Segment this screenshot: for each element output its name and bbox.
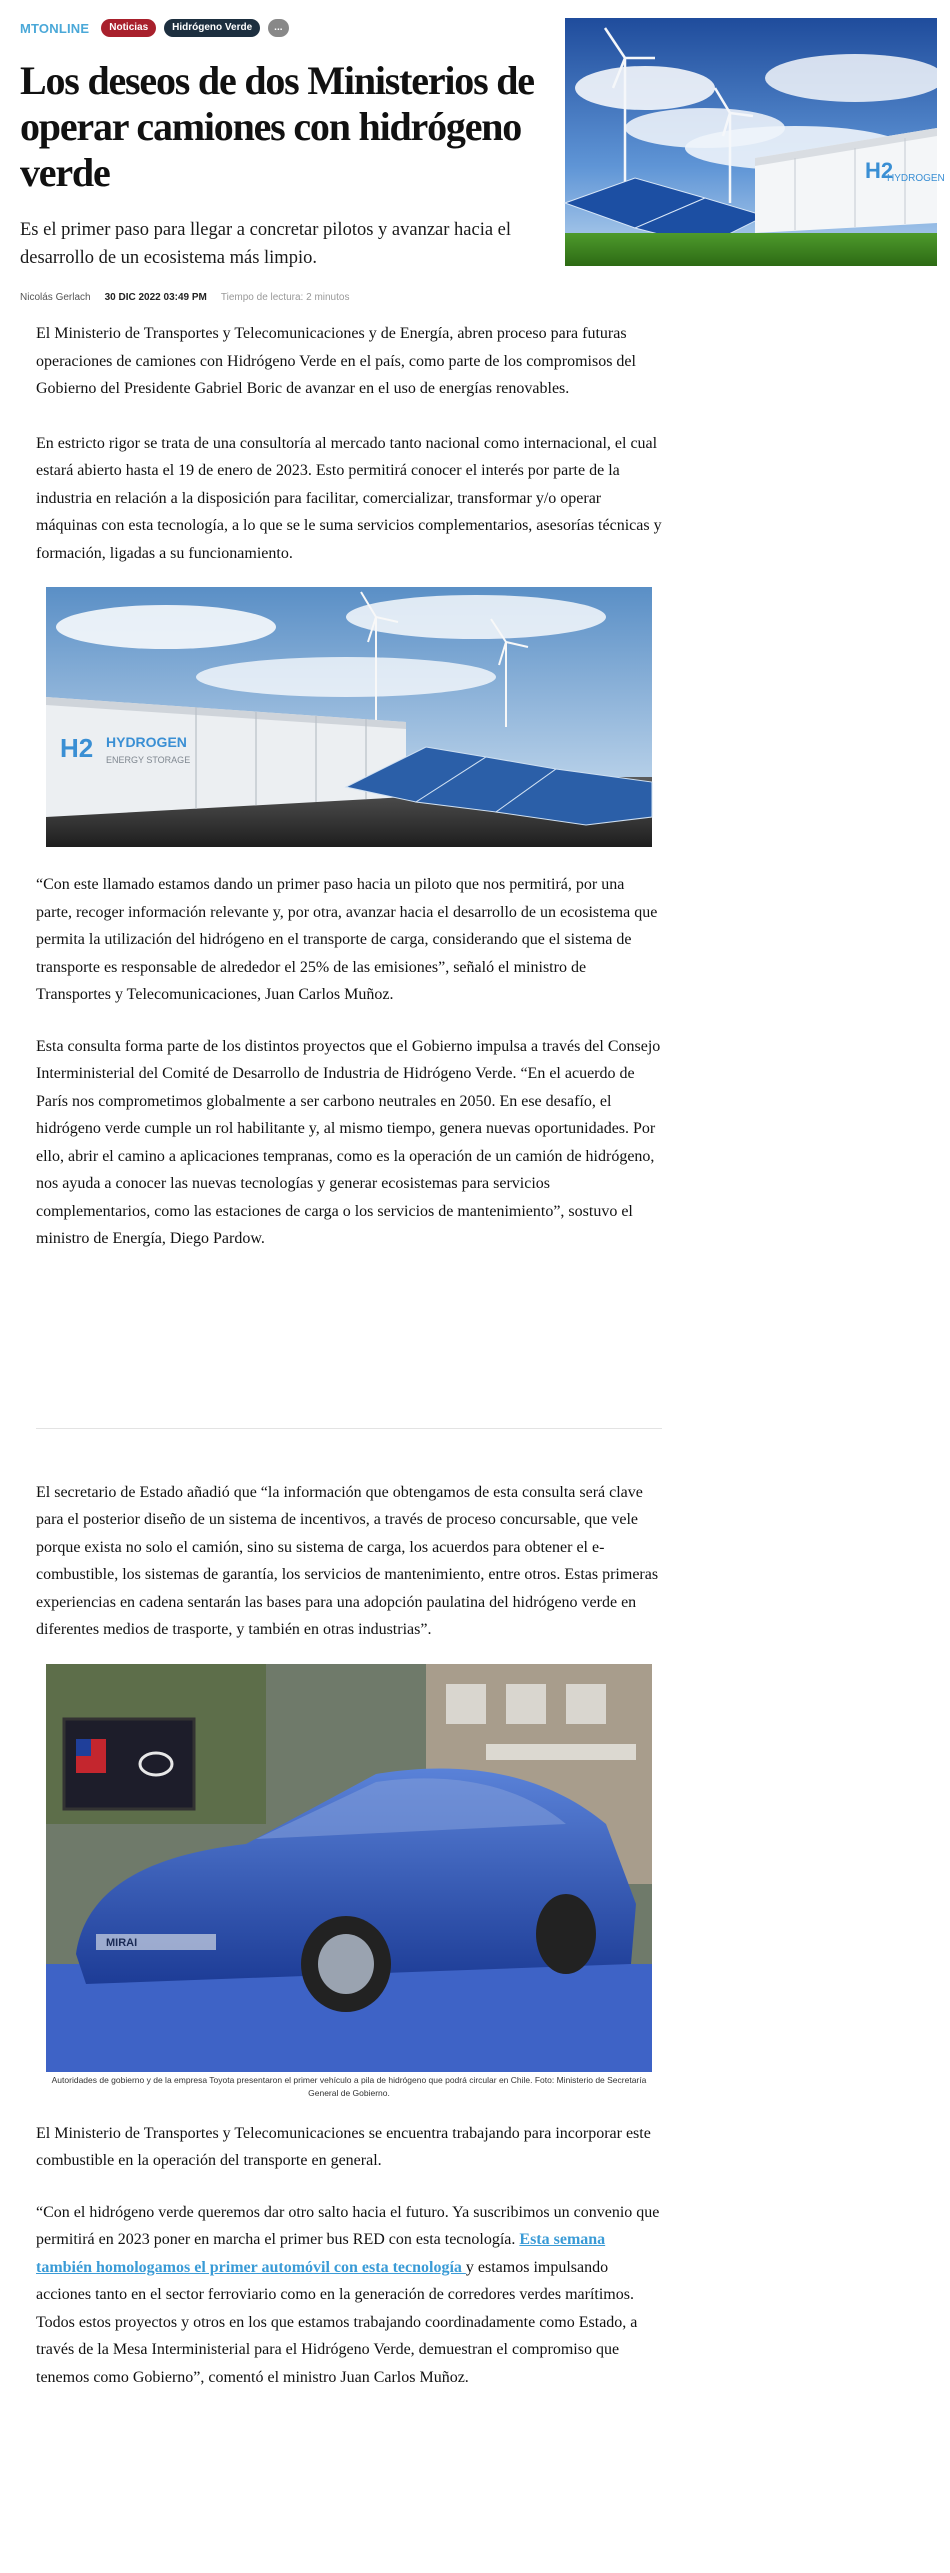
hero-hydrogen-illustration: [565, 18, 945, 266]
author-name[interactable]: Nicolás Gerlach: [20, 292, 91, 303]
paragraph-3: “Con este llamado estamos dando un primer paso hacia un piloto que nos permitirá, por una parte, recoger información relevante y, por otra, avanzar hacia el desarrollo de un ecosistema que permita la utilización del hidrógeno en el transporte de carga, considerando que el sistema de transporte es responsable de alrededor el 25% de las emisiones”, señaló el ministro de Transportes y Telecomunicaciones, Juan Carlos Muñoz.: [36, 876, 658, 1003]
page-title: Los deseos de dos Ministerios de operar camiones con hidrógeno verde: [20, 58, 534, 195]
figure1-energy-storage-label: ENERGY STORAGE: [106, 755, 191, 765]
paragraph-5: El secretario de Estado añadió que “la información que obtengamos de esta consulta será clave para el posterior diseño de un sistema de incentivos, a través de proceso concursable, que vele porque exista no solo el camión, sino su sistema de carga, los acuerdos para obtener el e-combustible, los sistemas de garantía, los servicios de mantenimiento, entre otros. Estas primeras experiencias en cadena sentarán las bases para una adopción paulatina del hidrógeno verde en diferentes medios de trasporte, y también en otras industrias”.: [36, 1483, 659, 1638]
publish-date: 30 DIC 2022 03:49 PM: [104, 292, 207, 303]
article-meta: [20, 292, 550, 303]
homologation-article-link[interactable]: Esta semana también homologamos el primer automóvil con esta tecnología: [36, 2231, 606, 2276]
paragraph-4: Esta consulta forma parte de los distintos proyectos que el Gobierno impulsa a través del Consejo Interministerial del Comité de Desarrollo de Industria de Hidrógeno Verde. “En el acuerdo de París nos comprometimos globalmente a ser carbono neutrales en 2050. En ese desafío, el hidrógeno verde cumple un rol habilitante y, al mismo tiempo, genera nuevas oportunidades. Por ello, abrir el camino a aplicaciones tempranas, como es la operación de un camión de hidrógeno, nos ayuda a conocer las nuevas tecnologías y generar ecosistemas para servicios complementarios, como las estaciones de carga o los servicios de mantenimiento”, sostuvo el ministro de Energía, Diego Pardow.: [36, 1037, 661, 1247]
reading-time: Tiempo de lectura: 2 minutos: [220, 292, 350, 303]
hero-h2-logo: H2: [865, 158, 894, 183]
toyota-mirai-photo: [46, 1664, 652, 2072]
hero-image: [565, 18, 945, 266]
figure1-hydrogen-label: HYDROGEN: [106, 734, 187, 750]
hero-hydrogen-label: HYDROGEN: [887, 173, 945, 184]
ad-space: [36, 1253, 662, 1428]
figure1-h2-logo: H2: [60, 733, 94, 763]
paragraph-7-end: y estamos impulsando acciones tanto en el sector ferroviario como en la generación de corredores verdes marítimos. Todos estos proyectos y otros en los que estamos trabajando coordinadamente como Estado, a través de la Mesa Interministerial para el Hidrógeno Verde, demuestran el compromiso que tenemos como Gobierno”, comentó el ministro Juan Carlos Muñoz.: [36, 2258, 638, 2386]
figure-hydrogen-storage: [46, 587, 652, 847]
tag-row: [20, 18, 550, 38]
paragraph-7: [36, 2199, 662, 2392]
paragraph-2: En estricto rigor se trata de una consultoría al mercado tanto nacional como internacional, el cual estará abierto hasta el 19 de enero de 2023. Esto permitirá conocer el interés por parte de la industria en relación a la disposición para facilitar, comercializar, transformar y/o operar máquinas con esta tecnología, a lo que se le suma servicios complementarios, asesorías técnicas y formación, ligadas a su funcionamiento.: [36, 434, 662, 562]
tag-noticias[interactable]: Noticias: [101, 19, 156, 37]
tag-more[interactable]: ...: [268, 19, 288, 37]
article-body: [36, 320, 662, 2391]
figure-toyota-mirai: [46, 1664, 652, 2072]
page-subtitle: Es el primer paso para llegar a concretar pilotos y avanzar hacia el desarrollo de un ecosistema más limpio.: [20, 220, 512, 268]
figure2-caption: Autoridades de gobierno y de la empresa Toyota presentaron el primer vehículo a pila de hidrógeno que podrá circular en Chile. Foto: Ministerio de Secretaría General de Gobierno.: [51, 2074, 647, 2098]
paragraph-7-start: “Con el hidrógeno verde queremos dar otro salto hacia el futuro. Ya suscribimos un convenio que permitirá en 2023 poner en marcha el primer bus RED con esta tecnología.: [36, 2203, 660, 2248]
paragraph-6: El Ministerio de Transportes y Telecomunicaciones se encuentra trabajando para incorporar este combustible en la operación del transporte en general.: [36, 2124, 651, 2169]
paragraph-1: El Ministerio de Transportes y Telecomunicaciones y de Energía, abren proceso para futuras operaciones de camiones con Hidrógeno Verde en el país, como parte de los compromisos del Gobierno del Presidente Gabriel Boric de avanzar en el uso de energías renovables.: [36, 325, 636, 397]
brand-logo[interactable]: MTONLINE: [20, 20, 90, 36]
tag-hidrogeno-verde[interactable]: Hidrógeno Verde: [164, 19, 260, 37]
hydrogen-storage-illustration: [46, 587, 652, 847]
article-header: [20, 18, 550, 303]
mirai-badge: MIRAI: [106, 1936, 138, 1949]
